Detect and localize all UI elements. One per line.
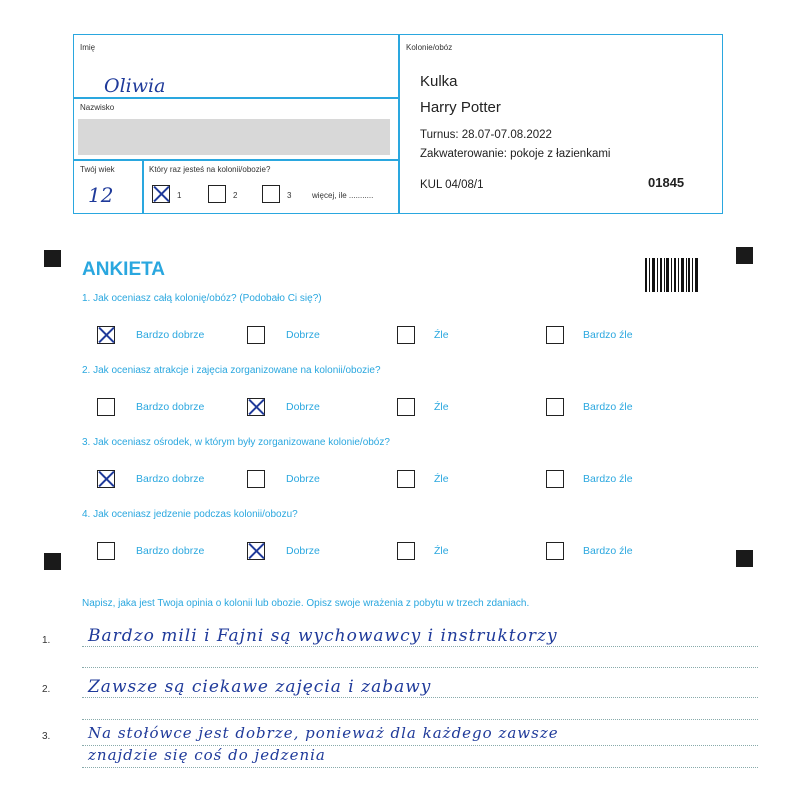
q1-checkbox-3[interactable] bbox=[397, 326, 415, 344]
header-form bbox=[73, 34, 723, 214]
q4-checkbox-1[interactable] bbox=[97, 542, 115, 560]
q3-option-label-1: Bardzo dobrze bbox=[136, 473, 205, 485]
header-divider-1 bbox=[74, 97, 398, 99]
question-1: 1. Jak oceniasz całą kolonię/obóz? (Podobało Ci się?) bbox=[82, 293, 322, 304]
age-value: 12 bbox=[88, 183, 114, 207]
times-option-1: 1 bbox=[177, 191, 182, 200]
question-2: 2. Jak oceniasz atrakcje i zajęcia zorganizowane na kolonii/obozie? bbox=[82, 365, 381, 376]
writing-line-4 bbox=[82, 719, 758, 720]
opinion-line-3: Na stołówce jest dobrze, ponieważ dla każdego zawsze bbox=[88, 724, 559, 742]
line-number-3: 3. bbox=[42, 731, 51, 742]
form-number: 01845 bbox=[648, 175, 685, 190]
registration-marker-bottom-right bbox=[736, 550, 753, 567]
writing-line-6 bbox=[82, 767, 758, 768]
times-checkbox-2[interactable] bbox=[208, 185, 226, 203]
q3-checkbox-3[interactable] bbox=[397, 470, 415, 488]
age-label: Twój wiek bbox=[80, 165, 115, 174]
camp-line-1: Kulka bbox=[420, 73, 458, 90]
q4-option-label-2: Dobrze bbox=[286, 545, 320, 557]
q1-option-label-2: Dobrze bbox=[286, 329, 320, 341]
q2-option-label-1: Bardzo dobrze bbox=[136, 401, 205, 413]
line-number-2: 2. bbox=[42, 684, 51, 695]
header-divider-vertical bbox=[398, 35, 400, 213]
q2-checkbox-4[interactable] bbox=[546, 398, 564, 416]
q2-checkbox-1[interactable] bbox=[97, 398, 115, 416]
q1-checkbox-2[interactable] bbox=[247, 326, 265, 344]
opinion-prompt: Napisz, jaka jest Twoja opinia o kolonii lub obozie. Opisz swoje wrażenia z pobytu w trzech zdaniach. bbox=[82, 598, 530, 609]
camp-label: Kolonie/obóz bbox=[406, 43, 453, 52]
q3-option-label-2: Dobrze bbox=[286, 473, 320, 485]
opinion-line-1: Bardzo mili i Fajni są wychowawcy i instruktorzy bbox=[88, 626, 558, 646]
name-label: Imię bbox=[80, 43, 96, 52]
question-4: 4. Jak oceniasz jedzenie podczas kolonii/obozu? bbox=[82, 509, 298, 520]
times-checkbox-1[interactable] bbox=[152, 185, 170, 203]
q1-option-label-3: Źle bbox=[434, 329, 449, 341]
survey-title: ANKIETA bbox=[82, 259, 166, 280]
writing-line-3 bbox=[82, 697, 758, 698]
surname-redacted bbox=[78, 119, 390, 155]
q2-checkbox-3[interactable] bbox=[397, 398, 415, 416]
q4-checkbox-2[interactable] bbox=[247, 542, 265, 560]
surname-label: Nazwisko bbox=[80, 103, 115, 112]
q3-checkbox-2[interactable] bbox=[247, 470, 265, 488]
opinion-line-2: Zawsze są ciekawe zajęcia i zabawy bbox=[88, 677, 432, 697]
q3-checkbox-1[interactable] bbox=[97, 470, 115, 488]
code-text: KUL 04/08/1 bbox=[420, 179, 484, 191]
q1-checkbox-1[interactable] bbox=[97, 326, 115, 344]
q4-option-label-4: Bardzo źle bbox=[583, 545, 633, 557]
times-option-3: 3 bbox=[287, 191, 292, 200]
line-number-1: 1. bbox=[42, 635, 51, 646]
q4-checkbox-3[interactable] bbox=[397, 542, 415, 560]
writing-line-1 bbox=[82, 646, 758, 647]
q1-option-label-4: Bardzo źle bbox=[583, 329, 633, 341]
header-divider-3 bbox=[142, 159, 144, 213]
times-checkbox-3[interactable] bbox=[262, 185, 280, 203]
q2-option-label-2: Dobrze bbox=[286, 401, 320, 413]
q3-option-label-4: Bardzo źle bbox=[583, 473, 633, 485]
q4-checkbox-4[interactable] bbox=[546, 542, 564, 560]
turnus-text: Turnus: 28.07-07.08.2022 bbox=[420, 129, 552, 141]
camp-line-2: Harry Potter bbox=[420, 99, 501, 116]
q1-option-label-1: Bardzo dobrze bbox=[136, 329, 205, 341]
opinion-line-4: znajdzie się coś do jedzenia bbox=[88, 746, 326, 764]
q2-option-label-4: Bardzo źle bbox=[583, 401, 633, 413]
times-option-2: 2 bbox=[233, 191, 238, 200]
header-divider-2 bbox=[74, 159, 398, 161]
barcode bbox=[645, 258, 700, 292]
accommodation-text: Zakwaterowanie: pokoje z łazienkami bbox=[420, 148, 611, 160]
registration-marker-bottom-left bbox=[44, 553, 61, 570]
registration-marker-top-left bbox=[44, 250, 61, 267]
question-3: 3. Jak oceniasz ośrodek, w którym były zorganizowane kolonie/obóz? bbox=[82, 437, 390, 448]
q4-option-label-3: Źle bbox=[434, 545, 449, 557]
q1-checkbox-4[interactable] bbox=[546, 326, 564, 344]
q2-checkbox-2[interactable] bbox=[247, 398, 265, 416]
times-more-label: więcej, ile ........... bbox=[312, 191, 374, 200]
registration-marker-top-right bbox=[736, 247, 753, 264]
times-label: Który raz jesteś na kolonii/obozie? bbox=[149, 165, 271, 174]
writing-line-2 bbox=[82, 667, 758, 668]
q4-option-label-1: Bardzo dobrze bbox=[136, 545, 205, 557]
q3-checkbox-4[interactable] bbox=[546, 470, 564, 488]
q3-option-label-3: Źle bbox=[434, 473, 449, 485]
name-value: Oliwia bbox=[104, 75, 166, 97]
q2-option-label-3: Źle bbox=[434, 401, 449, 413]
